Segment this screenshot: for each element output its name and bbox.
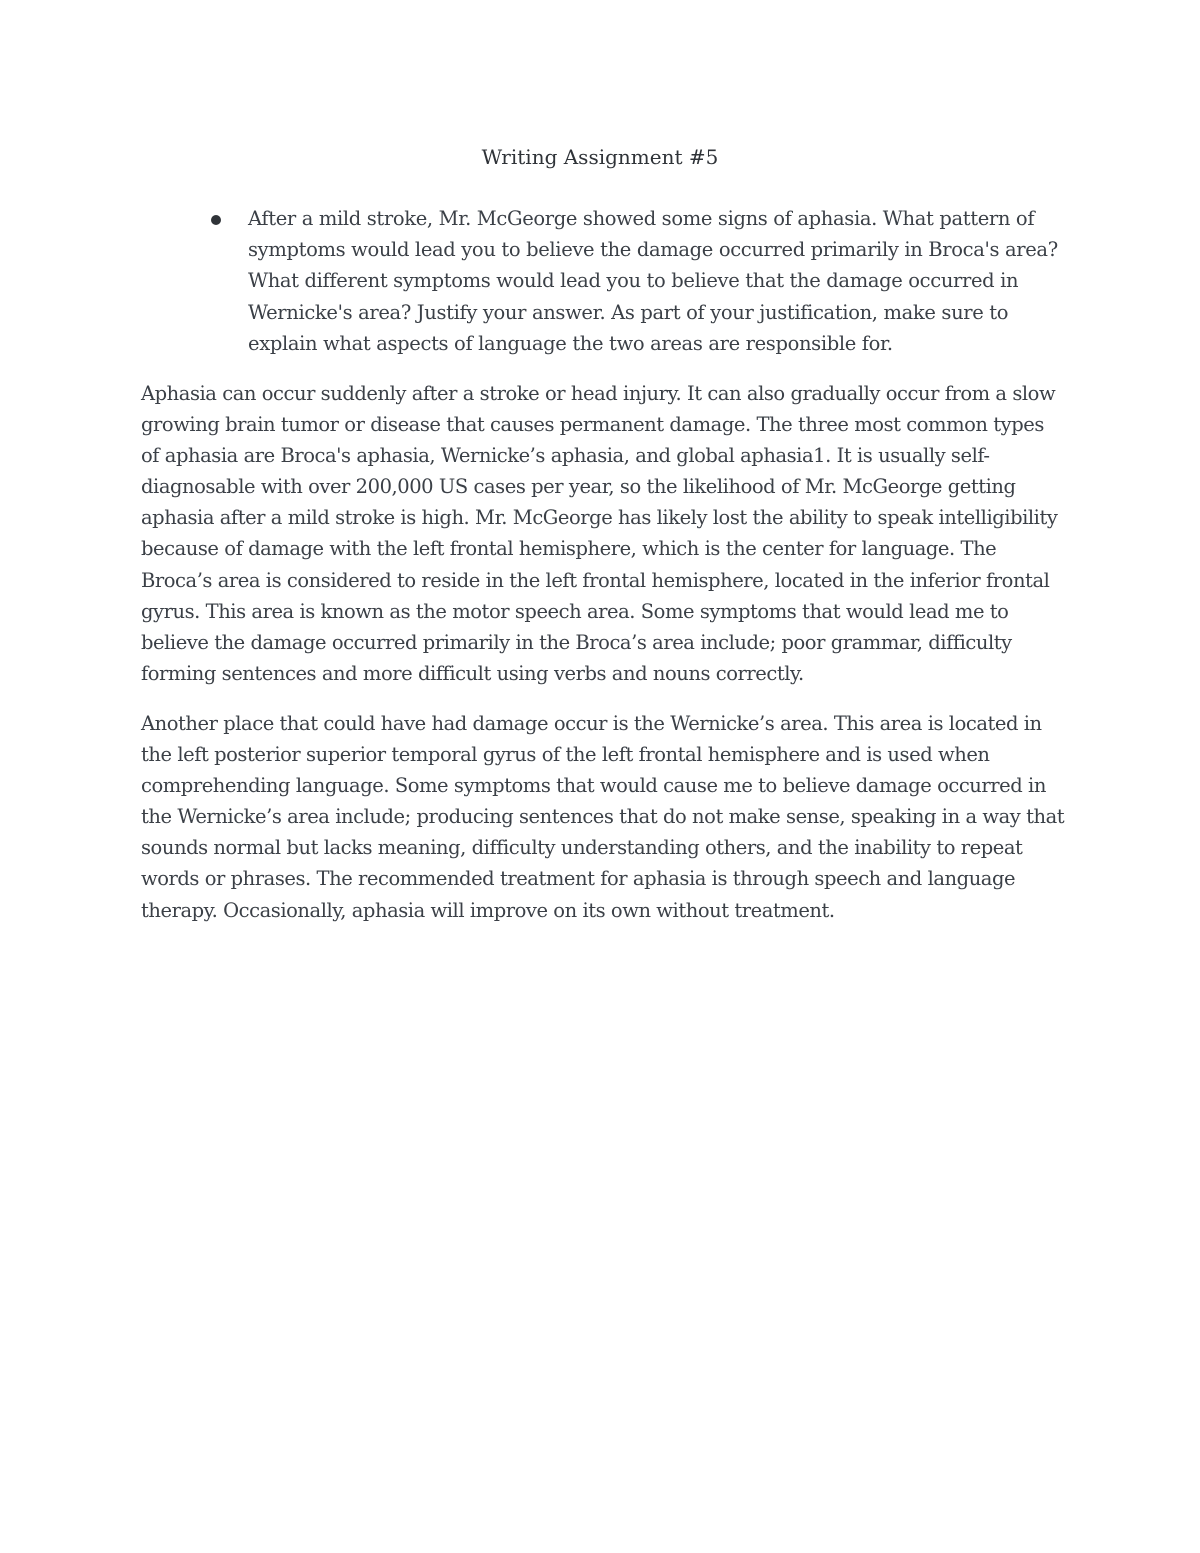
paragraph-text: Another place that could have had damage occur is the Wernicke’s area. This area is located in the left posterior superior temporal gyrus of the left frontal hemisphere and is used when comprehending language. Some symptoms that would cause me to believe damage occurred in the Wernicke’s area include; producing sentences that do not make sense, speaking in a way that sounds normal but lacks meaning, difficulty understanding others, and the inability to repeat words or phrases. The recommended treatment for aphasia is through speech and language therapy. Occasionally, aphasia will improve on its own without treatment. <box>141 712 1065 922</box>
paragraph-2 <box>141 708 1066 926</box>
document-title: Writing Assignment #5 <box>481 145 719 169</box>
prompt-list <box>211 203 1061 359</box>
paragraph-1 <box>141 378 1066 689</box>
prompt-item <box>211 203 1061 359</box>
bullet-icon <box>211 215 221 225</box>
prompt-text: After a mild stroke, Mr. McGeorge showed some signs of aphasia. What pattern of symptoms would lead you to believe the damage occurred primarily in Broca's area? What different symptoms would lead you to believe that the damage occurred in Wernicke's area? Justify your answer. As part of your justification, make sure to explain what aspects of language the two areas are responsible for. <box>248 207 1058 355</box>
paragraph-text: Aphasia can occur suddenly after a stroke or head injury. It can also gradually occur from a slow growing brain tumor or disease that causes permanent damage. The three most common types of aphasia are Broca's aphasia, Wernicke’s aphasia, and global aphasia1. It is usually self-diagnosable with over 200,000 US cases per year, so the likelihood of Mr. McGeorge getting aphasia after a mild stroke is high. Mr. McGeorge has likely lost the ability to speak intelligibility because of damage with the left frontal hemisphere, which is the center for language. The Broca’s area is considered to reside in the left frontal hemisphere, located in the inferior frontal gyrus. This area is known as the motor speech area. Some symptoms that would lead me to believe the damage occurred primarily in the Broca’s area include; poor grammar, difficulty forming sentences and more difficult using verbs and nouns correctly. <box>141 382 1058 685</box>
